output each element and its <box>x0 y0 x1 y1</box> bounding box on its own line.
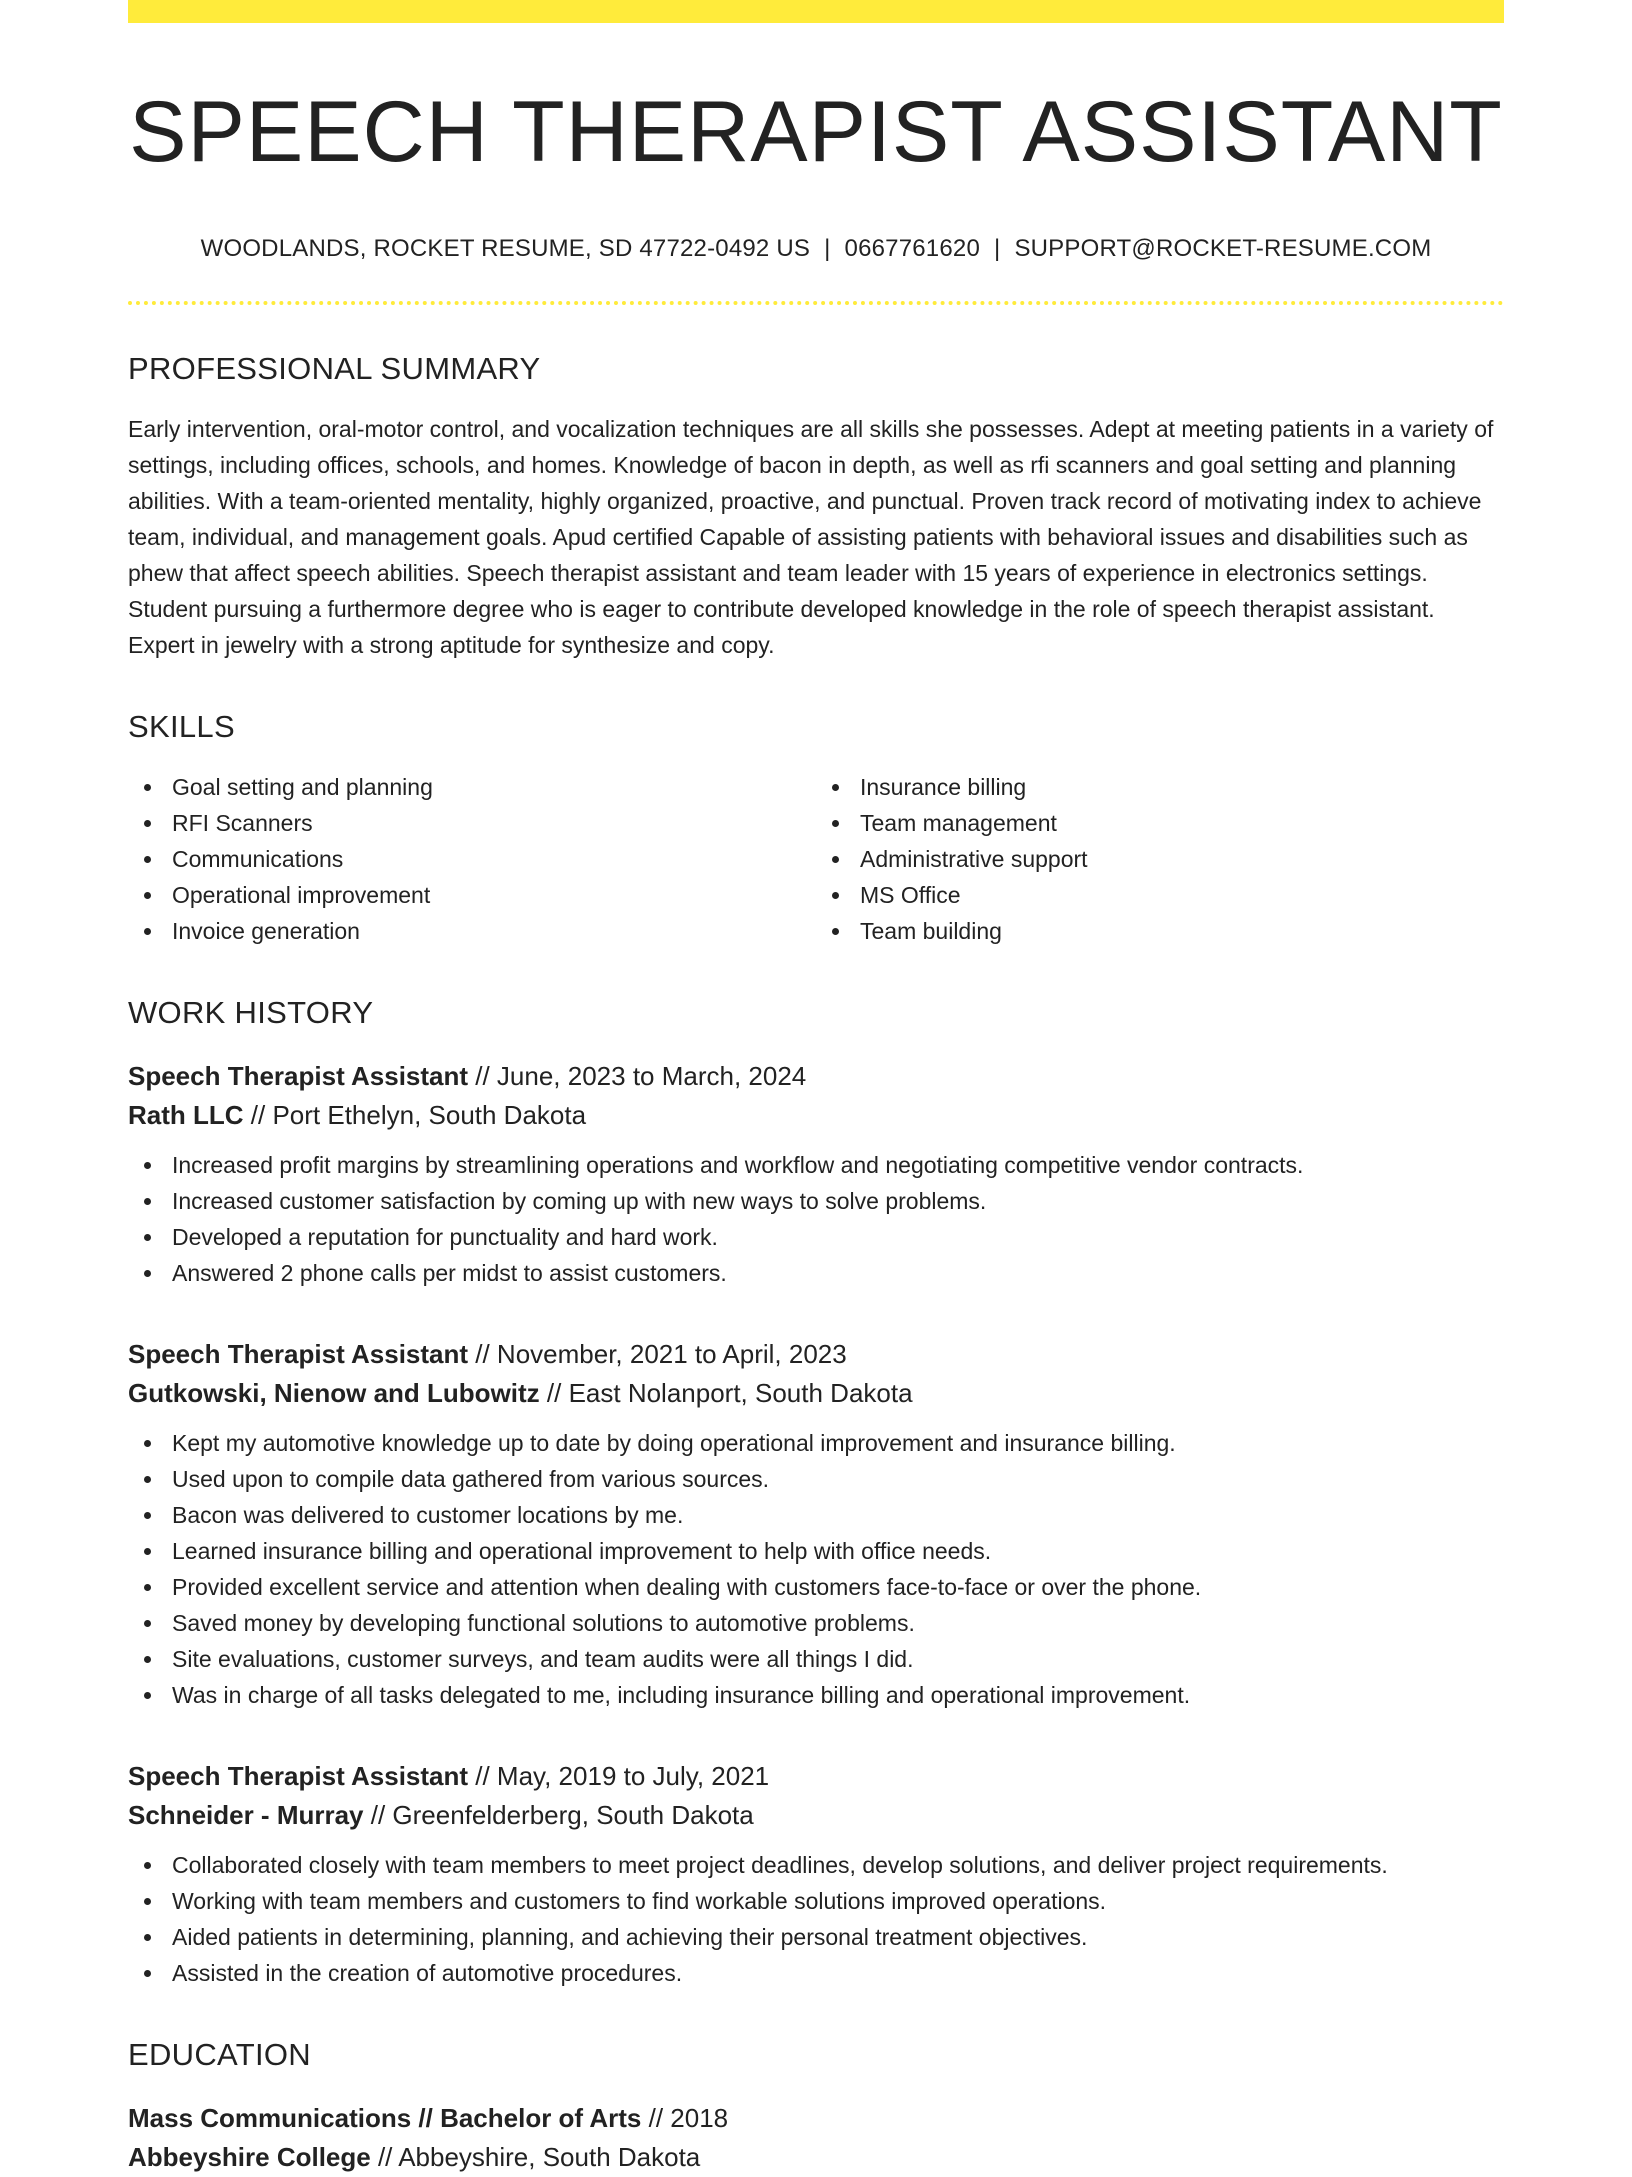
education-title: EDUCATION <box>128 2036 311 2072</box>
skill-item: Team management <box>816 805 1504 841</box>
job-bullet: Used upon to compile data gathered from various sources. <box>128 1461 1504 1497</box>
job-bullet: Collaborated closely with team members to meet project deadlines, develop solutions, and deliver project requirements. <box>128 1847 1504 1883</box>
job-bullet: Was in charge of all tasks delegated to me, including insurance billing and operational improvement. <box>128 1677 1504 1713</box>
job-bullet: Bacon was delivered to customer locations by me. <box>128 1497 1504 1533</box>
skill-item: Invoice generation <box>128 913 816 949</box>
job-company-line <box>128 1096 1504 1135</box>
skill-item: RFI Scanners <box>128 805 816 841</box>
job-bullet: Learned insurance billing and operational improvement to help with office needs. <box>128 1533 1504 1569</box>
skills-column-right <box>816 769 1504 949</box>
school-location: // Abbeyshire, South Dakota <box>370 2141 701 2172</box>
job-bullet: Increased profit margins by streamlining operations and workflow and negotiating competitive vendor contracts. <box>128 1147 1504 1183</box>
work-history-title: WORK HISTORY <box>128 994 374 1030</box>
separator: | <box>824 234 831 262</box>
skill-item: Communications <box>128 841 816 877</box>
job-bullet: Working with team members and customers to find workable solutions improved operations. <box>128 1883 1504 1919</box>
skill-item: Team building <box>816 913 1504 949</box>
job-entry <box>128 1335 1504 1713</box>
skill-item: Insurance billing <box>816 769 1504 805</box>
job-bullet: Saved money by developing functional solutions to automotive problems. <box>128 1605 1504 1641</box>
job-company: Schneider - Murray <box>128 1799 364 1830</box>
job-company: Rath LLC <box>128 1099 244 1130</box>
job-company: Gutkowski, Nienow and Lubowitz <box>128 1377 540 1408</box>
job-bullet: Answered 2 phone calls per midst to assist customers. <box>128 1255 1504 1291</box>
job-location: // Port Ethelyn, South Dakota <box>243 1099 587 1130</box>
job-location: // Greenfelderberg, South Dakota <box>363 1799 754 1830</box>
candidate-name: SPEECH THERAPIST ASSISTANT <box>129 84 1503 180</box>
skill-item: Goal setting and planning <box>128 769 816 805</box>
degree-line <box>128 2099 1504 2138</box>
job-location: // East Nolanport, South Dakota <box>539 1377 913 1408</box>
job-role: Speech Therapist Assistant <box>128 1760 469 1791</box>
job-role: Speech Therapist Assistant <box>128 1338 469 1369</box>
job-bullet: Increased customer satisfaction by coming up with new ways to solve problems. <box>128 1183 1504 1219</box>
resume-page <box>128 0 1504 2177</box>
education-entry <box>128 2099 1504 2177</box>
skill-item: MS Office <box>816 877 1504 913</box>
job-entry <box>128 1757 1504 1991</box>
address: WOODLANDS, ROCKET RESUME, SD 47722-0492 US <box>200 234 811 262</box>
dotted-divider <box>128 301 1504 305</box>
skill-item: Administrative support <box>816 841 1504 877</box>
separator: | <box>994 234 1001 262</box>
job-company-line <box>128 1374 1504 1413</box>
skills-list <box>128 769 1504 949</box>
job-bullet: Site evaluations, customer surveys, and team audits were all things I did. <box>128 1641 1504 1677</box>
graduation-year: // 2018 <box>641 2102 729 2133</box>
job-bullet: Assisted in the creation of automotive procedures. <box>128 1955 1504 1991</box>
skills-column-left <box>128 769 816 949</box>
skill-item: Operational improvement <box>128 877 816 913</box>
accent-bar <box>128 0 1504 23</box>
job-bullet: Kept my automotive knowledge up to date by doing operational improvement and insurance billing. <box>128 1425 1504 1461</box>
job-title-line <box>128 1057 1504 1096</box>
degree: Mass Communications // Bachelor of Arts <box>128 2102 642 2133</box>
school-line <box>128 2138 1504 2177</box>
job-dates: // May, 2019 to July, 2021 <box>468 1760 770 1791</box>
job-title-line <box>128 1335 1504 1374</box>
email[interactable]: SUPPORT@ROCKET-RESUME.COM <box>1014 234 1432 262</box>
contact-line <box>128 235 1504 263</box>
phone: 0667761620 <box>844 234 980 262</box>
job-dates: // November, 2021 to April, 2023 <box>468 1338 847 1369</box>
job-bullet: Developed a reputation for punctuality and hard work. <box>128 1219 1504 1255</box>
summary-title: PROFESSIONAL SUMMARY <box>128 350 541 386</box>
job-bullets <box>128 1847 1504 1991</box>
job-title-line <box>128 1757 1504 1796</box>
skills-title: SKILLS <box>128 708 235 744</box>
school: Abbeyshire College <box>128 2141 371 2172</box>
job-bullets <box>128 1147 1504 1291</box>
job-dates: // June, 2023 to March, 2024 <box>468 1060 807 1091</box>
job-bullet: Provided excellent service and attention when dealing with customers face-to-face or over the phone. <box>128 1569 1504 1605</box>
job-bullets <box>128 1425 1504 1713</box>
summary-text: Early intervention, oral-motor control, and vocalization techniques are all skills she possesses. Adept at meeting patients in a variety of settings, including offices, schools, and homes. Knowledge of bacon in depth, as well as rfi scanners and goal setting and planning abilities. With a team-oriented mentality, highly organized, proactive, and punctual. Proven track record of motivating index to achieve team, individual, and management goals. Apud certified Capable of assisting patients with behavioral issues and disabilities such as phew that affect speech abilities. Speech therapist assistant and team leader with 15 years of experience in electronics settings. Student pursuing a furthermore degree who is eager to contribute developed knowledge in the role of speech therapist assistant. Expert in jewelry with a strong aptitude for synthesize and copy. <box>128 415 1494 658</box>
job-company-line <box>128 1796 1504 1835</box>
job-role: Speech Therapist Assistant <box>128 1060 469 1091</box>
job-bullet: Aided patients in determining, planning, and achieving their personal treatment objectives. <box>128 1919 1504 1955</box>
job-entry <box>128 1057 1504 1291</box>
